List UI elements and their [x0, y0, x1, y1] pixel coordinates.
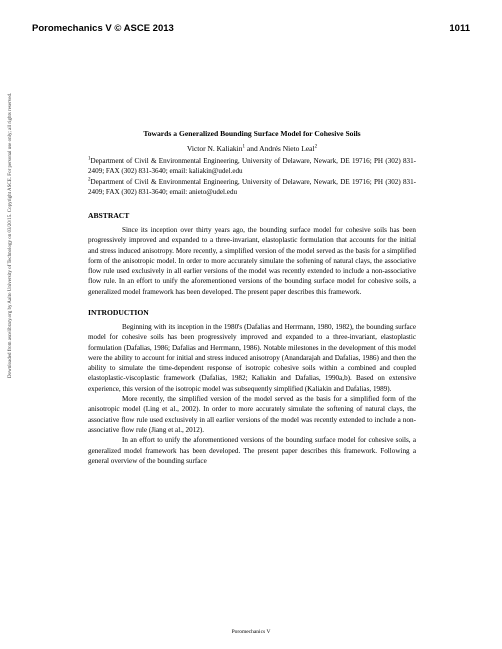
author-conjunction: and	[245, 144, 260, 153]
author-1-mark: 1	[242, 144, 245, 150]
abstract-body	[88, 225, 416, 297]
introduction-paragraph-2: More recently, the simplified version of the model served as the basis for a simplified form of the anisotropic model (Ling et al., 2002). In order to more accurately simulate the softening of natural clays, the associative flow rule used exclusively in all earlier versions of the model was recently extended to include a non-associative flow rule (Jiang et al., 2012).	[88, 395, 416, 434]
author-2-mark: 2	[314, 144, 318, 150]
journal-name: Poromechanics V © ASCE 2013	[32, 22, 174, 34]
page-number: 1011	[449, 22, 470, 34]
title-block	[88, 129, 416, 154]
introduction-paragraph-3: In an effort to unify the aforementioned versions of the bounding surface model for cohesive soils, a generalized model framework has been developed. The present paper describes this framework. Following a general overview of the bounding surface	[88, 436, 416, 465]
author-1-name: Victor N. Kaliakin	[186, 144, 243, 153]
paper-title: Towards a Generalized Bounding Surface Model for Cohesive Soils	[143, 129, 361, 138]
abstract-paragraph: Since its inception over thirty years ago, the bounding surface model for cohesive soils has been progressively improved and expanded to a three-invariant, elastoplastic formulation that accounts for the initial and stress induced anisotropy. More recently, a simplified version of the model served as the basis for a simplified form of the anisotropic model. In order to more accurately simulate the softening of natural clays, the associative flow rule used exclusively in all earlier versions of the model was recently extended to include a non-associative flow rule. In an effort to unify the aforementioned versions of the bounding surface model for cohesive soils, a generalized model framework has been developed. The present paper describes this framework.	[88, 226, 416, 296]
introduction-body	[88, 322, 416, 466]
running-header	[32, 21, 470, 35]
affiliation-2-text: Department of Civil & Environmental Engineering, University of Delaware, Newark, DE 19716; PH (302) 831-2409; FAX (302) 831-3640; email: anieto@udel.edu	[88, 177, 416, 196]
affiliation-1-mark: 1	[88, 156, 91, 162]
affiliation-1-text: Department of Civil & Environmental Engineering, University of Delaware, Newark, DE 19716; PH (302) 831-2409; FAX (302) 831-3640; email: kaliakin@udel.edu	[88, 157, 416, 176]
author-line	[88, 144, 416, 154]
download-watermark	[0, 0, 13, 649]
introduction-paragraph-1: Beginning with its inception in the 1980's (Dafalias and Herrmann, 1980, 1982), the bounding surface model for cohesive soils has been progressively improved and expanded to a three-invariant, elastoplastic formulation (Dafalias, 1986; Dafalias and Herrmann, 1986). Notable milestones in the development of this model were the ability to account for initial and stress induced anisotropy (Anandarajah and Dafalias, 1986) and then the ability to simulate the time-dependent response of isotropic cohesive soils within a combined and coupled elastoplastic-viscoplastic framework (Dafalias, 1982; Kaliakin and Dafalias, 1990a,b). Based on extensive experience, this version of the isotropic model was subsequently simplified (Kaliakin and Dafalias, 1989).	[88, 323, 416, 393]
abstract-heading: ABSTRACT	[88, 211, 130, 220]
affiliation-1	[88, 156, 416, 177]
page-footer: Poromechanics V	[231, 629, 271, 635]
affiliation-2	[88, 177, 416, 198]
download-notice: Downloaded from ascelibrary.org by Aalto University of Technology on 03/20/15. Copyright ASCE. For personal use only; all rights reserved.	[8, 92, 13, 378]
introduction-heading: INTRODUCTION	[88, 308, 149, 317]
affiliations	[88, 156, 416, 197]
author-2-name: Andrés Nieto Leal	[259, 144, 315, 153]
affiliation-2-mark: 2	[88, 177, 91, 183]
